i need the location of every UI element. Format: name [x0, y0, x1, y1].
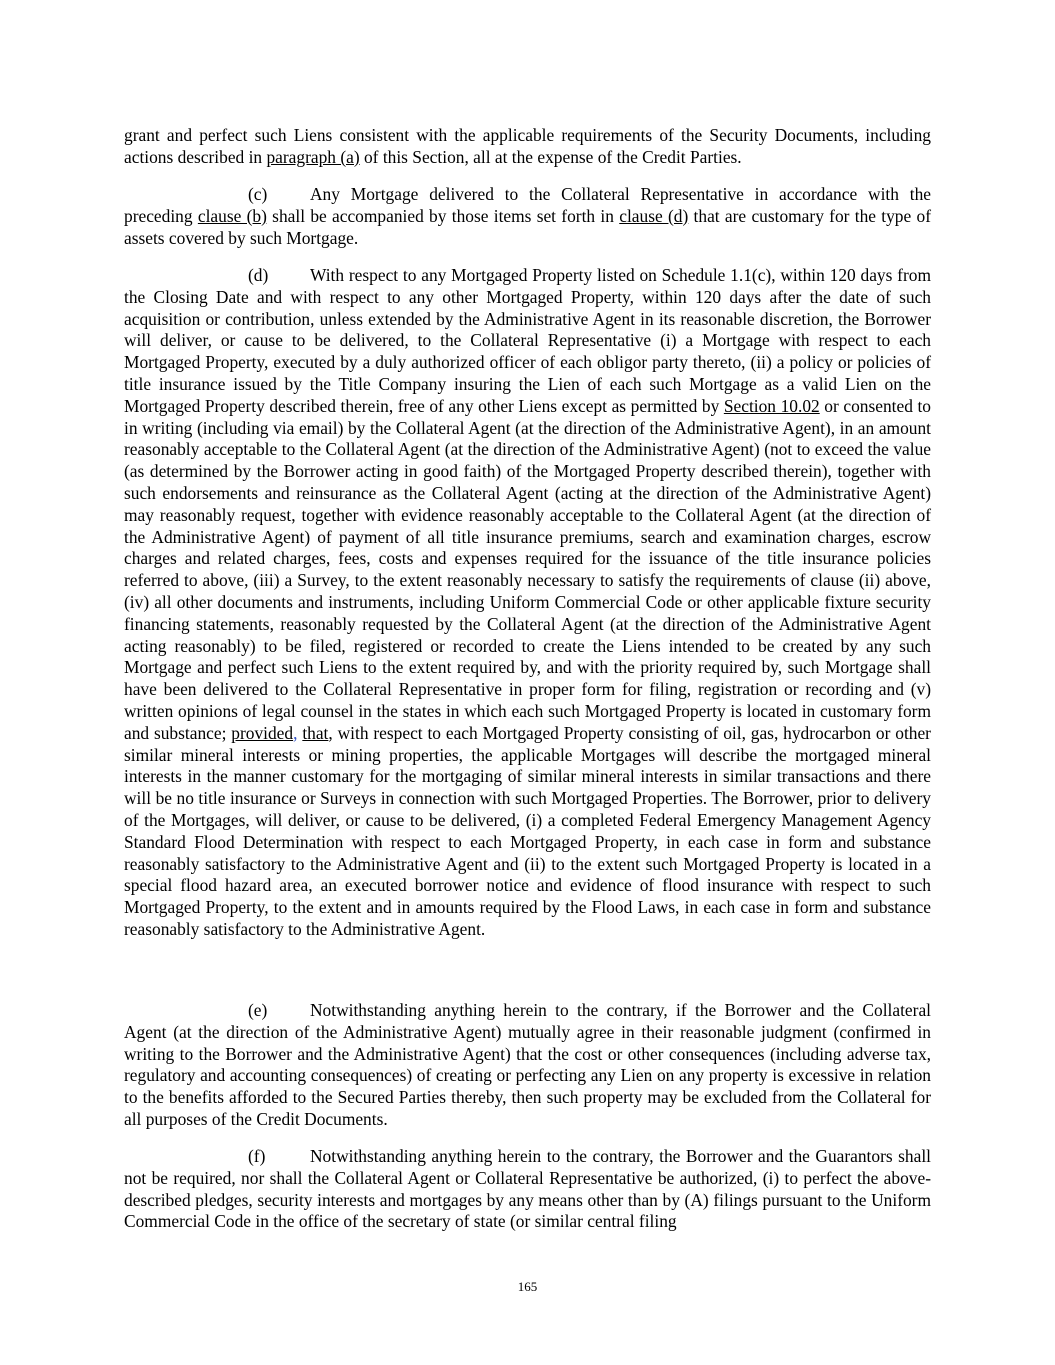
paragraph-text: grant and perfect such Liens consistent with the applicable requirements of the Security Documents, including actions described in	[124, 125, 931, 167]
cross-reference-paragraph-a[interactable]: paragraph (a)	[266, 146, 360, 167]
paragraph-c	[124, 184, 931, 249]
provided-comma: ,	[293, 722, 298, 743]
paragraph-continuation	[124, 125, 931, 169]
provided-term: provided	[231, 722, 294, 743]
paragraph-text: Notwithstanding anything herein to the contrary, the Borrower and the Guarantors shall not be required, nor shall the Collateral Agent or Collateral Representative be authorized, (i) to perfect the above-described pledges, security interests and mortgages by any means other than by (A) filings pursuant to the Uniform Commercial Code in the office of the secretary of state (or similar central filing	[124, 1146, 931, 1232]
paragraph-text: of this Section, all at the expense of the Credit Parties.	[359, 146, 742, 167]
cross-reference-clause-b[interactable]: clause (b)	[197, 205, 267, 226]
paragraph-text: or consented to in writing (including via email) by the Collateral Agent (at the direction of the Administrative Agent), in an amount reasonably acceptable to the Collateral Agent (at the direction of the Administrative Agent) (not to exceed the value (as determined by the Borrower acting in good faith) of the Mortgaged Property described therein), together with such endorsements and reinsurance as the Collateral Agent (acting at the direction of the Administrative Agent) may reasonably request, together with evidence reasonably acceptable to the Collateral Agent (at the direction of the Administrative Agent) of payment of all title insurance premiums, search and examination charges, escrow charges and related charges, fees, costs and expenses required for the issuance of the title insurance policies referred to above, (iii) a Survey, to the extent reasonably necessary to satisfy the requirements of clause (ii) above, (iv) all other documents and instruments, including Uniform Commercial Code or other applicable fixture security financing statements, reasonably requested by the Collateral Agent (at the direction of the Administrative Agent acting reasonably) to be filed, registered or recorded to create the Liens intended to be created by any such Mortgage and perfect such Liens to the extent required by, and with the priority required by, such Mortgage shall have been delivered to the Collateral Representative in proper form for filing, registration or recording and (v) written opinions of legal counsel in the states in which each such Mortgaged Property is located in customary form and substance;	[124, 395, 931, 743]
paragraph-text: , with respect to each Mortgaged Property consisting of oil, gas, hydrocarbon or other similar mineral interests or mining properties, the applicable Mortgages will describe the mortgaged mineral interests in the manner customary for the mortgaging of similar mineral interests in similar transactions and there will be no title insurance or Surveys in connection with such Mortgaged Properties. The Borrower, prior to delivery of the Mortgages, will deliver, or cause to be delivered, (i) a completed Federal Emergency Management Agency Standard Flood Determination with respect to each Mortgaged Property, in each case in form and substance reasonably satisfactory to the Administrative Agent and (ii) to the extent such Mortgaged Property is located in a special flood hazard area, an executed borrower notice and evidence of flood insurance with respect to such Mortgaged Property, to the extent and in amounts required by the Flood Laws, in each case in form and substance reasonably satisfactory to the Administrative Agent.	[124, 722, 931, 939]
paragraph-text: Any Mortgage delivered to the Collateral Representative in accordance with the preceding	[124, 184, 931, 226]
paragraph-f	[124, 1146, 931, 1233]
page-number: 165	[517, 1279, 538, 1294]
that-term: that	[302, 722, 329, 743]
paragraph-text: that are customary for the type of assets covered by such Mortgage.	[124, 205, 932, 248]
paragraph-number: (c)	[248, 184, 268, 204]
paragraph-text: Notwithstanding anything herein to the contrary, if the Borrower and the Collateral Agent (at the direction of the Administrative Agent) mutually agree in their reasonable judgment (confirmed in writing to the Borrower and the Administrative Agent) that the cost or other consequences (including adverse tax, regulatory and accounting consequences) of creating or perfecting any Lien on any property is excessive in relation to the benefits afforded to the Secured Parties thereby, then such property may be excluded from the Collateral for all purposes of the Credit Documents.	[124, 1000, 931, 1129]
cross-reference-section-10-02[interactable]: Section 10.02	[723, 395, 820, 416]
paragraph-text: shall be accompanied by those items set forth in	[266, 205, 620, 226]
paragraph-text: With respect to any Mortgaged Property listed on Schedule 1.1(c), within 120 days from the Closing Date and with respect to any other Mortgaged Property, within 120 days after the date of such acquisition or contribution, unless extended by the Administrative Agent in its reasonable discretion, the Borrower will deliver, or cause to be delivered, to the Collateral Representative (i) a Mortgage with respect to each Mortgaged Property, executed by a duly authorized officer of each obligor party thereto, (ii) a policy or policies of title insurance issued by the Title Company insuring the Lien of each such Mortgage as a valid Lien on the Mortgaged Property described therein, free of any other Liens except as permitted by	[124, 265, 931, 416]
paragraph-e	[124, 1000, 931, 1131]
cross-reference-clause-d[interactable]: clause (d)	[619, 205, 689, 226]
paragraph-number: (f)	[248, 1146, 266, 1166]
paragraph-d	[124, 265, 931, 941]
paragraph-number: (d)	[248, 265, 269, 285]
paragraph-number: (e)	[248, 1000, 268, 1020]
